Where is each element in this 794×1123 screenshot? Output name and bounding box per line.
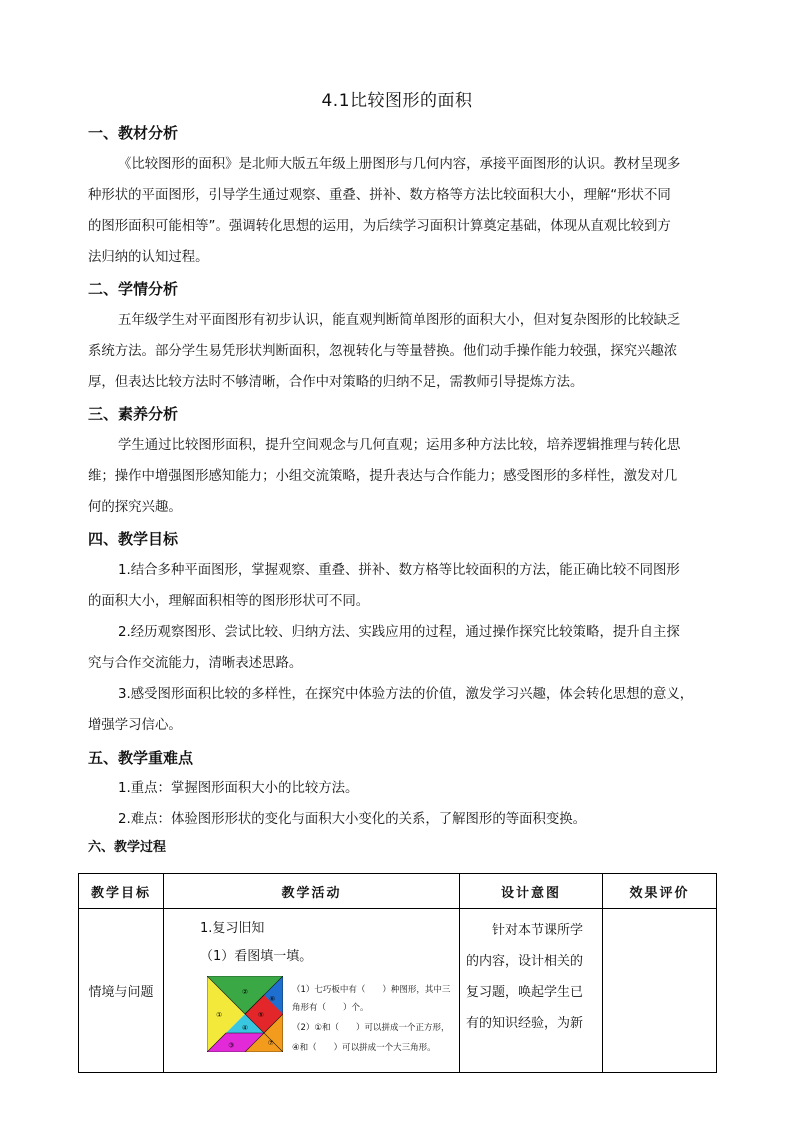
section-heading-literacy-analysis: 三、素养分析 bbox=[88, 405, 179, 423]
paragraph-line: 《比较图形的面积》是北师大版五年级上册图形与几何内容，承接平面图形的认识。教材呈现多 bbox=[118, 157, 681, 172]
section-body-key-difficult-points bbox=[88, 773, 706, 835]
cell-intent bbox=[460, 909, 603, 1073]
paragraph-line: 厚，但表达比较方法时不够清晰，合作中对策略的归纳不足，需教师引导提炼方法。 bbox=[88, 375, 584, 390]
difficult-point: 2.难点：体验图形形状的变化与面积大小变化的关系，了解图形的等面积变换。 bbox=[118, 812, 587, 827]
piece-label-7: ⑦ bbox=[267, 1039, 274, 1048]
section-heading-teaching-goals: 四、教学目标 bbox=[88, 530, 179, 548]
section-heading-learner-analysis: 二、学情分析 bbox=[88, 280, 179, 298]
cell-activity bbox=[164, 909, 460, 1073]
intent-line: 针对本节课所学 bbox=[492, 923, 584, 938]
question-1-line-2: 角形有（ ）个。 bbox=[292, 1003, 369, 1013]
piece-label-2: ② bbox=[241, 988, 249, 997]
piece-label-5: ⑤ bbox=[257, 1011, 265, 1020]
piece-label-6: ⑥ bbox=[269, 995, 276, 1004]
goal-item: 2.经历观察图形、尝试比较、归纳方法、实践应用的过程，通过操作探究比较策略，提升自主探 bbox=[118, 625, 680, 640]
intent-line: 有的知识经验，为新 bbox=[466, 1016, 584, 1031]
paragraph-line: 学生通过比较图形面积，提升空间观念与几何直观；运用多种方法比较，培养逻辑推理与转化思 bbox=[118, 438, 681, 453]
section-body-learner-analysis bbox=[88, 305, 706, 398]
paragraph-line: 系统方法。部分学生易凭形状判断面积，忽视转化与等量替换。他们动手操作能力较强，探究兴趣浓 bbox=[88, 344, 678, 359]
paragraph-line: 法归纳的认知过程。 bbox=[88, 250, 209, 265]
page-title: 4.1比较图形的面积 bbox=[321, 91, 473, 111]
goal-item-cont: 的面积大小，理解面积相等的图形形状可不同。 bbox=[88, 594, 370, 609]
goal-item: 1.结合多种平面图形，掌握观察、重叠、拼补、数方格等比较面积的方法，能正确比较不同图形 bbox=[118, 563, 680, 578]
paragraph-line: 维；操作中增强图形感知能力；小组交流策略，提升表达与合作能力；感受图形的多样性，激发对几 bbox=[88, 469, 678, 484]
activity-instruction: （1）看图填一填。 bbox=[200, 949, 313, 964]
tangram-figure bbox=[207, 976, 283, 1052]
key-point: 1.重点：掌握图形面积大小的比较方法。 bbox=[118, 781, 359, 796]
section-body-literacy-analysis bbox=[88, 430, 706, 523]
section-body-textbook-analysis bbox=[88, 149, 706, 273]
section-heading-teaching-process: 六、教学过程 bbox=[88, 840, 167, 855]
question-2-line-2: ④和（ ）可以拼成一个大三角形。 bbox=[292, 1043, 436, 1053]
paragraph-line: 何的探究兴趣。 bbox=[88, 500, 182, 515]
intent-line: 复习题，唤起学生已 bbox=[466, 985, 584, 1000]
table-row bbox=[79, 909, 717, 1073]
cell-goal: 情境与问题 bbox=[79, 909, 164, 1073]
header-evaluation: 效果评价 bbox=[603, 874, 717, 909]
piece-label-3: ③ bbox=[228, 1041, 235, 1050]
piece-label-4: ④ bbox=[241, 1023, 249, 1032]
paragraph-line: 五年级学生对平面图形有初步认识，能直观判断简单图形的面积大小，但对复杂图形的比较缺乏 bbox=[118, 313, 681, 328]
table-header-row bbox=[79, 874, 717, 909]
goal-item-cont: 增强学习信心。 bbox=[88, 718, 182, 733]
section-heading-key-difficult-points: 五、教学重难点 bbox=[88, 749, 194, 767]
header-activity: 教学活动 bbox=[164, 874, 460, 909]
question-1-line-1: （1）七巧板中有（ ）种图形，其中三 bbox=[292, 985, 451, 995]
paragraph-line: 种形状的平面图形，引导学生通过观察、重叠、拼补、数方格等方法比较面积大小，理解“形状不同 bbox=[88, 188, 671, 203]
goal-item: 3.感受图形面积比较的多样性，在探究中体验方法的价值，激发学习兴趣，体会转化思想的意义， bbox=[118, 687, 694, 702]
question-2-line-1: （2）①和（ ）可以拼成一个正方形， bbox=[292, 1023, 450, 1033]
piece-label-1: ① bbox=[216, 1011, 223, 1020]
section-body-teaching-goals bbox=[88, 555, 706, 741]
goal-item-cont: 究与合作交流能力，清晰表述思路。 bbox=[88, 656, 303, 671]
teaching-process-table bbox=[78, 873, 717, 1073]
header-goal: 教学目标 bbox=[79, 874, 164, 909]
intent-line: 的内容，设计相关的 bbox=[466, 954, 584, 969]
activity-step-review: 1.复习旧知 bbox=[200, 921, 265, 936]
paragraph-line: 的图形面积可能相等”。强调转化思想的运用，为后续学习面积计算奠定基础，体现从直观比较到方 bbox=[88, 219, 671, 234]
section-heading-textbook-analysis: 一、教材分析 bbox=[88, 124, 179, 142]
header-intent: 设计意图 bbox=[460, 874, 603, 909]
cell-evaluation bbox=[603, 909, 717, 1073]
